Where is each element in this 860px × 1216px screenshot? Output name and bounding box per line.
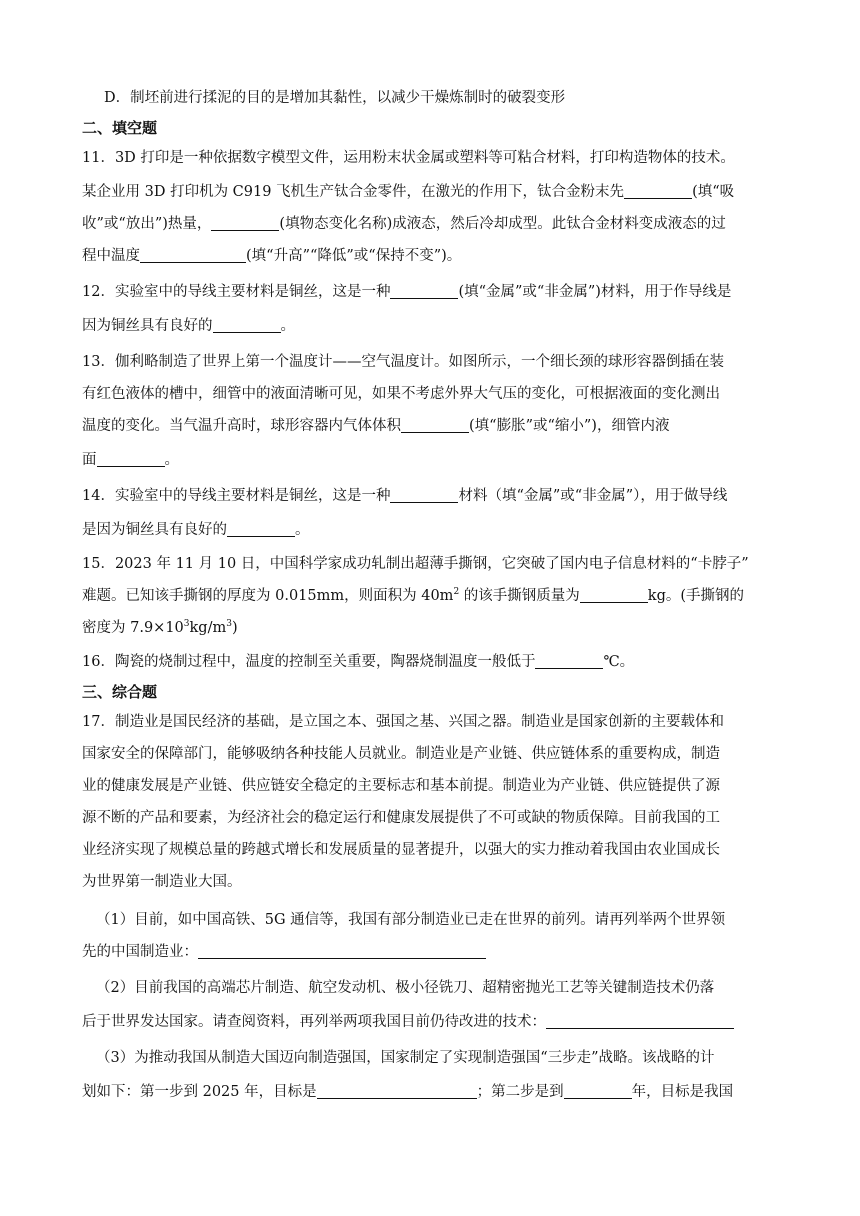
question-17-part-2-line-1: （2）目前我国的高端芯片制造、航空发动机、极小径铣刀、超精密抛光工艺等关键制造技术仍落 [96, 980, 715, 996]
question-17-line-1: 17．制造业是国民经济的基础，是立国之本、强国之基、兴国之器。制造业是国家创新的主要载体和 [82, 714, 724, 730]
question-15-line-3: 密度为 $7.9\times 10^3kg/m^3$) [82, 619, 238, 636]
answer-blank[interactable] [546, 1012, 734, 1029]
question-17-part-2-line-2: 后于世界发达国家。请查阅资料，再列举两项我国目前仍待改进的技术： [82, 1012, 734, 1032]
answer-blank[interactable] [564, 1082, 632, 1099]
question-17-line-4: 源不断的产品和要素，为经济社会的稳定运行和健康发展提供了不可或缺的物质保障。目前我国的工 [82, 810, 720, 826]
question-13-line-1: 13．伽利略制造了世界上第一个温度计——空气温度计。如图所示，一个细长颈的球形容器倒插在装 [82, 354, 724, 370]
section-comprehensive-title: 三、综合题 [82, 683, 158, 701]
question-14-line-2: 是因为铜丝具有良好的 。 [82, 522, 310, 538]
answer-blank[interactable] [227, 520, 295, 537]
question-17-part-1-line-1: （1）目前，如中国高铁、5G 通信等，我国有部分制造业已走在世界的前列。请再列举两个世界领 [96, 912, 726, 928]
answer-blank[interactable] [317, 1082, 477, 1099]
question-12-line-2: 因为铜丝具有良好的 。 [82, 318, 295, 334]
question-11-line-1: 11．3D 打印是一种依据数字模型文件，运用粉末状金属或塑料等可粘合材料，打印构造物体的技术。 [82, 150, 735, 166]
question-15-line-2: 难题。已知该手撕钢的厚度为 0.015mm，则面积为 $40m^2$ 的该手撕钢质量为 kg。(手撕钢的 [82, 587, 745, 604]
question-17-line-2: 国家安全的保障部门，能够吸纳各种技能人员就业。制造业是产业链、供应链体系的重要构成，制造 [82, 746, 720, 762]
answer-blank[interactable] [213, 316, 281, 333]
answer-blank[interactable] [97, 450, 165, 467]
answer-blank[interactable] [140, 246, 246, 263]
section-fill-in-title: 二、填空题 [82, 119, 158, 137]
answer-blank[interactable] [198, 942, 486, 959]
answer-blank[interactable] [390, 282, 458, 299]
answer-blank[interactable] [390, 486, 458, 503]
answer-blank[interactable] [624, 182, 692, 199]
question-13-line-3: 温度的变化。当气温升高时，球形容器内气体体积 (填“膨胀”或“缩小”)，细管内液 [82, 418, 670, 434]
question-17-part-3-line-1: （3）为推动我国从制造大国迈向制造强国，国家制定了实现制造强国“三步走”战略。该战略的计 [96, 1050, 715, 1066]
question-10-option-d: D．制坯前进行揉泥的目的是增加其黏性，以减少干燥炼制时的破裂变形 [104, 90, 566, 106]
question-15-line-1: 15．2023 年 11 月 10 日，中国科学家成功轧制出超薄手撕钢，它突破了国内电子信息材料的“卡脖子” [82, 556, 749, 572]
question-11-line-2: 某企业用 3D 打印机为 C919 飞机生产钛合金零件，在激光的作用下，钛合金粉末先 (填“吸 [82, 184, 735, 200]
question-13-line-4: 面 。 [82, 452, 179, 468]
question-17-line-5: 业经济实现了规模总量的跨越式增长和发展质量的显著提升，以强大的实力推动着我国由农业国成长 [82, 842, 720, 858]
answer-blank[interactable] [401, 416, 469, 433]
question-17-line-3: 业的健康发展是产业链、供应链安全稳定的主要标志和基本前提。制造业为产业链、供应链提供了源 [82, 778, 720, 794]
question-17-line-6: 为世界第一制造业大国。 [82, 874, 242, 890]
question-17-part-3-line-2: 划如下：第一步到 2025 年，目标是 ；第二步是到 年，目标是我国 [82, 1084, 734, 1100]
question-11-line-4: 程中温度 (填“升高”“降低”或“保持不变”)。 [82, 248, 462, 264]
answer-blank[interactable] [535, 652, 603, 669]
question-13-line-2: 有红色液体的槽中，细管中的液面清晰可见，如果不考虑外界大气压的变化，可根据液面的变化测出 [82, 386, 720, 402]
question-12-line-1: 12．实验室中的导线主要材料是铜丝，这是一种 (填“金属”或“非金属”)材料，用于作导线是 [82, 284, 732, 300]
question-11-line-3: 收”或“放出”)热量， (填物态变化名称)成液态，然后冷却成型。此钛合金材料变成液态的过 [82, 216, 726, 232]
answer-blank[interactable] [580, 586, 648, 603]
question-16-line-1: 16．陶瓷的烧制过程中，温度的控制至关重要，陶器烧制温度一般低于 ℃。 [82, 654, 635, 670]
answer-blank[interactable] [211, 214, 279, 231]
question-14-line-1: 14．实验室中的导线主要材料是铜丝，这是一种 材料（填“金属”或“非金属”），用于做导线 [82, 488, 728, 504]
question-17-part-1-line-2: 先的中国制造业： [82, 942, 486, 962]
